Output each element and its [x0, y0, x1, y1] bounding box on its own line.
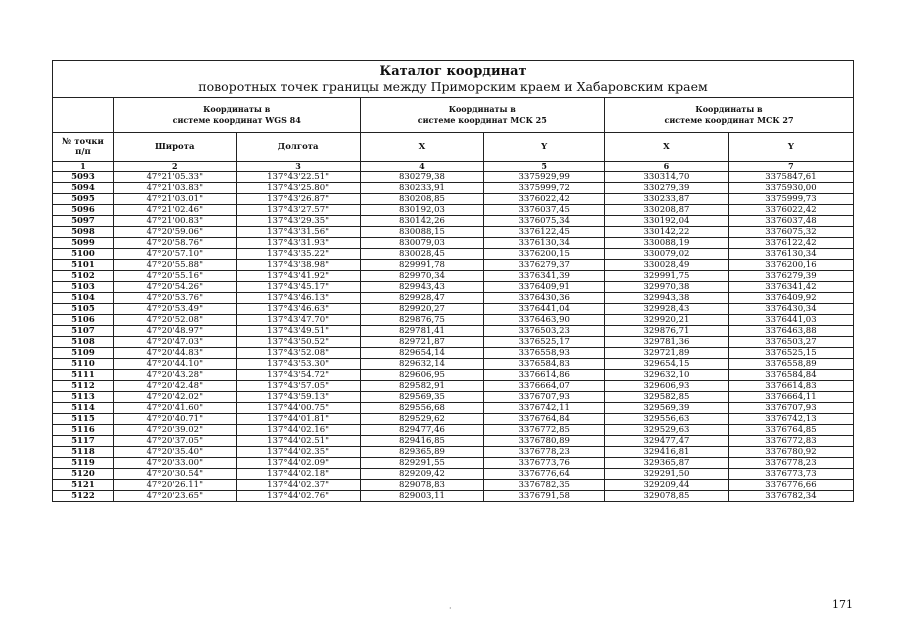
y-msk27-cell: 3376782,34	[728, 491, 853, 502]
column-number: 6	[605, 162, 729, 172]
table-row	[53, 260, 854, 271]
y-msk25-cell: 3375999,72	[484, 183, 605, 194]
table-row	[53, 183, 854, 194]
column-number: 2	[113, 162, 236, 172]
latitude-cell: 47°21'03.01"	[113, 194, 236, 205]
column-number: 5	[484, 162, 605, 172]
longitude-cell: 137°44'00.75"	[236, 403, 360, 414]
x-msk27-cell: 329582,85	[605, 392, 729, 403]
x-msk25-cell: 830192,03	[360, 205, 484, 216]
table-body	[53, 172, 854, 502]
column-header-x-msk27: X	[605, 133, 729, 162]
catalog-title: Каталог координат	[379, 63, 527, 79]
group-header-msk25-line1: Координаты в	[448, 104, 516, 115]
y-msk27-cell: 3376430,34	[728, 304, 853, 315]
x-msk27-cell: 329970,38	[605, 282, 729, 293]
point-number-cell: 5107	[53, 326, 114, 337]
y-msk27-cell: 3376200,16	[728, 260, 853, 271]
latitude-cell: 47°20'55.16"	[113, 271, 236, 282]
y-msk25-cell: 3376430,36	[484, 293, 605, 304]
group-header-msk27	[605, 98, 854, 133]
x-msk25-cell: 829416,85	[360, 436, 484, 447]
x-msk25-cell: 829556,68	[360, 403, 484, 414]
y-msk25-cell: 3376503,23	[484, 326, 605, 337]
longitude-cell: 137°44'02.51"	[236, 436, 360, 447]
column-header-point	[53, 133, 114, 162]
x-msk25-cell: 830279,38	[360, 172, 484, 183]
longitude-cell: 137°44'02.35"	[236, 447, 360, 458]
y-msk25-cell: 3376075,34	[484, 216, 605, 227]
x-msk25-cell: 830079,03	[360, 238, 484, 249]
column-header-longitude: Долгота	[236, 133, 360, 162]
longitude-cell: 137°43'31.56"	[236, 227, 360, 238]
latitude-cell: 47°20'26.11"	[113, 480, 236, 491]
x-msk27-cell: 329654,15	[605, 359, 729, 370]
latitude-cell: 47°20'53.76"	[113, 293, 236, 304]
x-msk27-cell: 329529,63	[605, 425, 729, 436]
x-msk25-cell: 829632,14	[360, 359, 484, 370]
longitude-cell: 137°43'53.30"	[236, 359, 360, 370]
table-title-cell	[53, 61, 854, 98]
y-msk25-cell: 3376791,58	[484, 491, 605, 502]
latitude-cell: 47°20'58.76"	[113, 238, 236, 249]
y-msk27-cell: 3376341,42	[728, 282, 853, 293]
table-row	[53, 216, 854, 227]
y-msk25-cell: 3376279,37	[484, 260, 605, 271]
y-msk27-cell: 3376707,93	[728, 403, 853, 414]
y-msk27-cell: 3376122,42	[728, 238, 853, 249]
column-header-point-line2: п/п	[75, 147, 91, 157]
x-msk27-cell: 330192,04	[605, 216, 729, 227]
x-msk25-cell: 829654,14	[360, 348, 484, 359]
y-msk25-cell: 3376525,17	[484, 337, 605, 348]
point-number-cell: 5104	[53, 293, 114, 304]
y-msk25-cell: 3376773,76	[484, 458, 605, 469]
table-row	[53, 238, 854, 249]
longitude-cell: 137°44'02.76"	[236, 491, 360, 502]
point-number-cell: 5118	[53, 447, 114, 458]
longitude-cell: 137°43'25.80"	[236, 183, 360, 194]
x-msk27-cell: 329477,47	[605, 436, 729, 447]
y-msk27-cell: 3376279,39	[728, 271, 853, 282]
y-msk27-cell: 3376503,27	[728, 337, 853, 348]
group-header-msk25-line2: системе координат МСК 25	[417, 115, 547, 125]
table-row	[53, 359, 854, 370]
group-header-wgs84-line2: системе координат WGS 84	[172, 115, 301, 125]
longitude-cell: 137°43'50.52"	[236, 337, 360, 348]
x-msk27-cell: 329928,43	[605, 304, 729, 315]
point-number-cell: 5117	[53, 436, 114, 447]
x-msk27-cell: 329920,21	[605, 315, 729, 326]
column-number: 1	[53, 162, 114, 172]
y-msk27-cell: 3376773,73	[728, 469, 853, 480]
y-msk27-cell: 3376525,15	[728, 348, 853, 359]
y-msk27-cell: 3376742,13	[728, 414, 853, 425]
column-number: 3	[236, 162, 360, 172]
point-number-cell: 5096	[53, 205, 114, 216]
group-header-wgs84	[113, 98, 360, 133]
x-msk27-cell: 329606,93	[605, 381, 729, 392]
longitude-cell: 137°43'26.87"	[236, 194, 360, 205]
x-msk27-cell: 329781,36	[605, 337, 729, 348]
longitude-cell: 137°43'57.05"	[236, 381, 360, 392]
y-msk27-cell: 3376409,92	[728, 293, 853, 304]
y-msk27-cell: 3376764,85	[728, 425, 853, 436]
y-msk27-cell: 3376780,92	[728, 447, 853, 458]
x-msk25-cell: 829291,55	[360, 458, 484, 469]
latitude-cell: 47°20'57.10"	[113, 249, 236, 260]
point-number-cell: 5115	[53, 414, 114, 425]
x-msk25-cell: 829477,46	[360, 425, 484, 436]
group-header-blank	[53, 98, 114, 133]
x-msk27-cell: 329991,75	[605, 271, 729, 282]
latitude-cell: 47°20'30.54"	[113, 469, 236, 480]
point-number-cell: 5109	[53, 348, 114, 359]
y-msk25-cell: 3375929,99	[484, 172, 605, 183]
x-msk27-cell: 329291,50	[605, 469, 729, 480]
x-msk27-cell: 330314,70	[605, 172, 729, 183]
latitude-cell: 47°20'53.49"	[113, 304, 236, 315]
point-number-cell: 5095	[53, 194, 114, 205]
y-msk27-cell: 3376441,03	[728, 315, 853, 326]
x-msk25-cell: 829943,43	[360, 282, 484, 293]
table-row	[53, 172, 854, 183]
x-msk27-cell: 329365,87	[605, 458, 729, 469]
x-msk25-cell: 830142,26	[360, 216, 484, 227]
y-msk27-cell: 3375847,61	[728, 172, 853, 183]
latitude-cell: 47°20'54.26"	[113, 282, 236, 293]
x-msk25-cell: 829569,35	[360, 392, 484, 403]
table-row	[53, 194, 854, 205]
table-row	[53, 293, 854, 304]
x-msk27-cell: 330142,22	[605, 227, 729, 238]
y-msk25-cell: 3376584,83	[484, 359, 605, 370]
group-header-msk27-line2: системе координат МСК 27	[664, 115, 794, 125]
y-msk25-cell: 3376463,90	[484, 315, 605, 326]
x-msk25-cell: 829606,95	[360, 370, 484, 381]
point-number-cell: 5098	[53, 227, 114, 238]
longitude-cell: 137°43'49.51"	[236, 326, 360, 337]
point-number-cell: 5114	[53, 403, 114, 414]
longitude-cell: 137°43'31.93"	[236, 238, 360, 249]
point-number-cell: 5122	[53, 491, 114, 502]
y-msk25-cell: 3376037,45	[484, 205, 605, 216]
latitude-cell: 47°20'43.28"	[113, 370, 236, 381]
longitude-cell: 137°43'52.08"	[236, 348, 360, 359]
x-msk25-cell: 829078,83	[360, 480, 484, 491]
latitude-cell: 47°20'59.06"	[113, 227, 236, 238]
table-row	[53, 282, 854, 293]
table-row	[53, 348, 854, 359]
point-number-cell: 5103	[53, 282, 114, 293]
y-msk27-cell: 3376772,83	[728, 436, 853, 447]
table-row	[53, 403, 854, 414]
x-msk25-cell: 829365,89	[360, 447, 484, 458]
x-msk25-cell: 830028,45	[360, 249, 484, 260]
latitude-cell: 47°20'33.00"	[113, 458, 236, 469]
y-msk27-cell: 3376558,89	[728, 359, 853, 370]
longitude-cell: 137°43'35.22"	[236, 249, 360, 260]
x-msk25-cell: 829209,42	[360, 469, 484, 480]
x-msk25-cell: 829970,34	[360, 271, 484, 282]
longitude-cell: 137°43'41.92"	[236, 271, 360, 282]
x-msk27-cell: 329721,89	[605, 348, 729, 359]
table-row	[53, 370, 854, 381]
y-msk27-cell: 3376614,83	[728, 381, 853, 392]
column-number: 4	[360, 162, 484, 172]
latitude-cell: 47°21'02.46"	[113, 205, 236, 216]
longitude-cell: 137°44'02.09"	[236, 458, 360, 469]
x-msk25-cell: 830088,15	[360, 227, 484, 238]
y-msk27-cell: 3376037,48	[728, 216, 853, 227]
table-row	[53, 414, 854, 425]
y-msk27-cell: 3376463,88	[728, 326, 853, 337]
point-number-cell: 5106	[53, 315, 114, 326]
latitude-cell: 47°20'55.88"	[113, 260, 236, 271]
latitude-cell: 47°20'39.02"	[113, 425, 236, 436]
x-msk25-cell: 830233,91	[360, 183, 484, 194]
longitude-cell: 137°43'54.72"	[236, 370, 360, 381]
longitude-cell: 137°43'47.70"	[236, 315, 360, 326]
column-header-point-line1: № точки	[62, 137, 104, 147]
longitude-cell: 137°43'22.51"	[236, 172, 360, 183]
x-msk27-cell: 329078,85	[605, 491, 729, 502]
table-row	[53, 436, 854, 447]
x-msk27-cell: 330233,87	[605, 194, 729, 205]
y-msk25-cell: 3376200,15	[484, 249, 605, 260]
point-number-cell: 5119	[53, 458, 114, 469]
latitude-cell: 47°20'44.10"	[113, 359, 236, 370]
y-msk25-cell: 3376614,86	[484, 370, 605, 381]
point-number-cell: 5108	[53, 337, 114, 348]
column-header-latitude: Широта	[113, 133, 236, 162]
y-msk25-cell: 3376130,34	[484, 238, 605, 249]
x-msk27-cell: 330079,02	[605, 249, 729, 260]
point-number-cell: 5121	[53, 480, 114, 491]
longitude-cell: 137°43'29.35"	[236, 216, 360, 227]
point-number-cell: 5116	[53, 425, 114, 436]
x-msk27-cell: 330028,49	[605, 260, 729, 271]
x-msk25-cell: 829781,41	[360, 326, 484, 337]
table-row	[53, 381, 854, 392]
point-number-cell: 5105	[53, 304, 114, 315]
y-msk27-cell: 3375999,73	[728, 194, 853, 205]
latitude-cell: 47°20'47.03"	[113, 337, 236, 348]
x-msk25-cell: 829003,11	[360, 491, 484, 502]
table-row	[53, 447, 854, 458]
longitude-cell: 137°43'38.98"	[236, 260, 360, 271]
longitude-cell: 137°44'01.81"	[236, 414, 360, 425]
group-header-msk27-line1: Координаты в	[695, 104, 763, 115]
column-number: 7	[728, 162, 853, 172]
longitude-cell: 137°44'02.16"	[236, 425, 360, 436]
table-row	[53, 205, 854, 216]
column-header-y-msk27: Y	[728, 133, 853, 162]
table-row	[53, 304, 854, 315]
point-number-cell: 5110	[53, 359, 114, 370]
x-msk27-cell: 330088,19	[605, 238, 729, 249]
y-msk27-cell: 3376776,66	[728, 480, 853, 491]
x-msk25-cell: 829721,87	[360, 337, 484, 348]
coordinate-table	[52, 60, 854, 502]
x-msk27-cell: 329209,44	[605, 480, 729, 491]
latitude-cell: 47°20'35.40"	[113, 447, 236, 458]
latitude-cell: 47°20'42.48"	[113, 381, 236, 392]
y-msk25-cell: 3376776,64	[484, 469, 605, 480]
longitude-cell: 137°43'46.63"	[236, 304, 360, 315]
point-number-cell: 5102	[53, 271, 114, 282]
x-msk25-cell: 829920,27	[360, 304, 484, 315]
longitude-cell: 137°43'59.13"	[236, 392, 360, 403]
page-number: 171	[832, 598, 853, 611]
longitude-cell: 137°43'45.17"	[236, 282, 360, 293]
y-msk25-cell: 3376558,93	[484, 348, 605, 359]
table-row	[53, 469, 854, 480]
y-msk27-cell: 3376664,11	[728, 392, 853, 403]
latitude-cell: 47°20'41.60"	[113, 403, 236, 414]
y-msk27-cell: 3376130,34	[728, 249, 853, 260]
y-msk25-cell: 3376341,39	[484, 271, 605, 282]
table-row	[53, 337, 854, 348]
latitude-cell: 47°20'37.05"	[113, 436, 236, 447]
table-row	[53, 227, 854, 238]
x-msk27-cell: 330208,87	[605, 205, 729, 216]
x-msk27-cell: 329632,10	[605, 370, 729, 381]
y-msk27-cell: 3376075,32	[728, 227, 853, 238]
y-msk25-cell: 3376122,45	[484, 227, 605, 238]
coordinate-catalog-sheet	[52, 60, 854, 502]
point-number-cell: 5100	[53, 249, 114, 260]
x-msk25-cell: 829928,47	[360, 293, 484, 304]
y-msk25-cell: 3376707,93	[484, 392, 605, 403]
y-msk25-cell: 3376441,04	[484, 304, 605, 315]
page-mark: ·	[449, 604, 452, 613]
point-number-cell: 5097	[53, 216, 114, 227]
table-row	[53, 425, 854, 436]
x-msk27-cell: 329569,39	[605, 403, 729, 414]
longitude-cell: 137°43'27.57"	[236, 205, 360, 216]
table-row	[53, 491, 854, 502]
latitude-cell: 47°20'44.83"	[113, 348, 236, 359]
latitude-cell: 47°20'52.08"	[113, 315, 236, 326]
x-msk27-cell: 330279,39	[605, 183, 729, 194]
group-header-msk25	[360, 98, 605, 133]
longitude-cell: 137°44'02.37"	[236, 480, 360, 491]
column-header-y-msk25: Y	[484, 133, 605, 162]
x-msk27-cell: 329943,38	[605, 293, 729, 304]
longitude-cell: 137°44'02.18"	[236, 469, 360, 480]
y-msk25-cell: 3376764,84	[484, 414, 605, 425]
x-msk25-cell: 829529,62	[360, 414, 484, 425]
point-number-cell: 5120	[53, 469, 114, 480]
x-msk25-cell: 830208,85	[360, 194, 484, 205]
catalog-subtitle: поворотных точек границы между Приморским краем и Хабаровским краем	[198, 79, 708, 95]
table-row	[53, 326, 854, 337]
y-msk25-cell: 3376664,07	[484, 381, 605, 392]
table-row	[53, 458, 854, 469]
y-msk27-cell: 3375930,00	[728, 183, 853, 194]
x-msk27-cell: 329876,71	[605, 326, 729, 337]
point-number-cell: 5093	[53, 172, 114, 183]
table-row	[53, 480, 854, 491]
x-msk27-cell: 329556,63	[605, 414, 729, 425]
latitude-cell: 47°20'23.65"	[113, 491, 236, 502]
point-number-cell: 5101	[53, 260, 114, 271]
y-msk25-cell: 3376022,42	[484, 194, 605, 205]
x-msk25-cell: 829876,75	[360, 315, 484, 326]
y-msk27-cell: 3376584,84	[728, 370, 853, 381]
latitude-cell: 47°21'05.33"	[113, 172, 236, 183]
y-msk27-cell: 3376022,42	[728, 205, 853, 216]
point-number-cell: 5094	[53, 183, 114, 194]
latitude-cell: 47°21'03.83"	[113, 183, 236, 194]
latitude-cell: 47°20'48.97"	[113, 326, 236, 337]
y-msk25-cell: 3376778,23	[484, 447, 605, 458]
latitude-cell: 47°20'40.71"	[113, 414, 236, 425]
group-header-wgs84-line1: Координаты в	[203, 104, 271, 115]
point-number-cell: 5111	[53, 370, 114, 381]
latitude-cell: 47°21'00.83"	[113, 216, 236, 227]
x-msk25-cell: 829582,91	[360, 381, 484, 392]
longitude-cell: 137°43'46.13"	[236, 293, 360, 304]
point-number-cell: 5113	[53, 392, 114, 403]
y-msk25-cell: 3376782,35	[484, 480, 605, 491]
point-number-cell: 5112	[53, 381, 114, 392]
table-row	[53, 315, 854, 326]
y-msk25-cell: 3376772,85	[484, 425, 605, 436]
table-row	[53, 392, 854, 403]
table-row	[53, 249, 854, 260]
x-msk25-cell: 829991,78	[360, 260, 484, 271]
column-header-x-msk25: X	[360, 133, 484, 162]
y-msk27-cell: 3376778,23	[728, 458, 853, 469]
y-msk25-cell: 3376409,91	[484, 282, 605, 293]
latitude-cell: 47°20'42.02"	[113, 392, 236, 403]
table-row	[53, 271, 854, 282]
point-number-cell: 5099	[53, 238, 114, 249]
x-msk27-cell: 329416,81	[605, 447, 729, 458]
y-msk25-cell: 3376780,89	[484, 436, 605, 447]
y-msk25-cell: 3376742,11	[484, 403, 605, 414]
